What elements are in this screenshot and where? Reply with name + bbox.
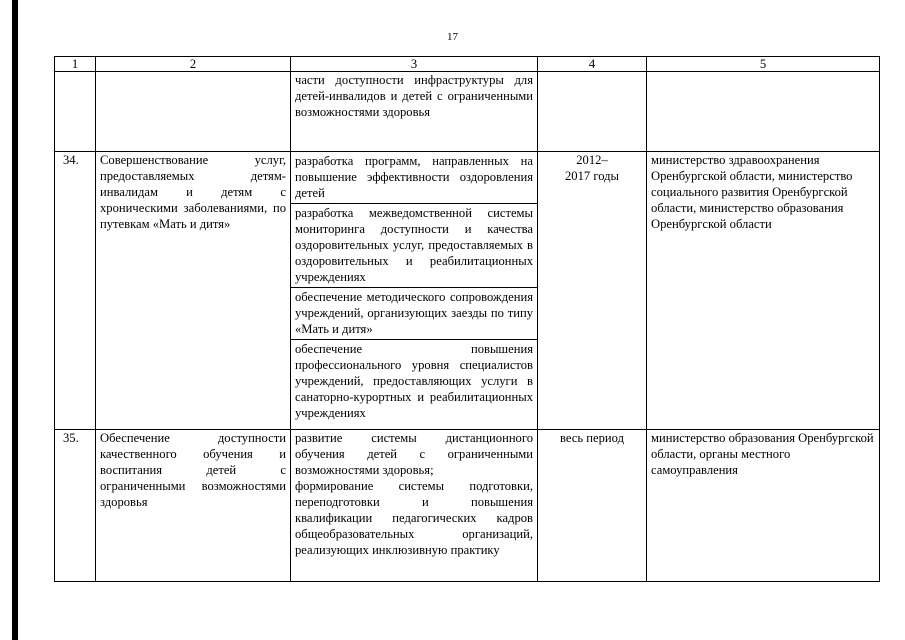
scan-edge-bar <box>12 0 18 640</box>
table-row-35 <box>55 430 880 582</box>
program-table <box>54 56 880 582</box>
activity-item: формирование системы подготовки, переподготовки и повышения квалификации педагогических кадров общеобразовательных организаций, реализующих инклюзивную практику <box>295 479 533 557</box>
continuation-activity: части доступности инфраструктуры для детей-инвалидов и детей с ограниченными возможностями здоровья <box>291 72 538 152</box>
page-number: 17 <box>447 31 458 43</box>
header-col-3: 3 <box>291 57 538 72</box>
row-number: 34. <box>55 152 96 430</box>
header-col-5: 5 <box>647 57 880 72</box>
table-row-34 <box>55 152 880 430</box>
cell-empty <box>96 72 291 152</box>
header-col-4: 4 <box>538 57 647 72</box>
measure-name: Обеспечение доступности качественного обучения и воспитания детей с ограниченными возможностями здоровья <box>96 430 291 582</box>
responsible-executors: министерство образования Оренбургской области, органы местного самоуправления <box>647 430 880 582</box>
activity-item: обеспечение повышения профессионального уровня специалистов учреждений, предоставляющих услуги в санаторно-курортных и реабилитационных учреждениях <box>291 339 537 423</box>
activity-item: развитие системы дистанционного обучения детей с ограниченными возможностями здоровья; <box>295 431 533 477</box>
cell-empty <box>55 72 96 152</box>
activities-cell <box>291 152 538 430</box>
header-col-2: 2 <box>96 57 291 72</box>
period-line-1: 2012– <box>576 153 608 167</box>
activity-item: разработка межведомственной системы мониторинга доступности и качества оздоровительных услуг, предоставляемых в оздоровительных и реабилитационных учреждениях <box>291 203 537 287</box>
table-row-continuation <box>55 72 880 152</box>
measure-name: Совершенствование услуг, предоставляемых детям-инвалидам и детям с хроническими заболеваниями, по путевкам «Мать и дитя» <box>96 152 291 430</box>
cell-empty <box>538 72 647 152</box>
activity-item: обеспечение методического сопровождения учреждений, организующих заезды по типу «Мать и дитя» <box>291 287 537 339</box>
row-number: 35. <box>55 430 96 582</box>
cell-empty <box>647 72 880 152</box>
activities-cell <box>291 430 538 582</box>
table-header-row <box>55 57 880 72</box>
header-col-1: 1 <box>55 57 96 72</box>
period-cell <box>538 152 647 430</box>
activity-item: разработка программ, направленных на повышение эффективности оздоровления детей <box>295 154 533 200</box>
period-cell: весь период <box>538 430 647 582</box>
responsible-executors: министерство здравоохранения Оренбургской области, министерство социального развития Оренбургской области, министерство образования Оренбургской области <box>647 152 880 430</box>
period-line-2: 2017 годы <box>565 169 619 183</box>
